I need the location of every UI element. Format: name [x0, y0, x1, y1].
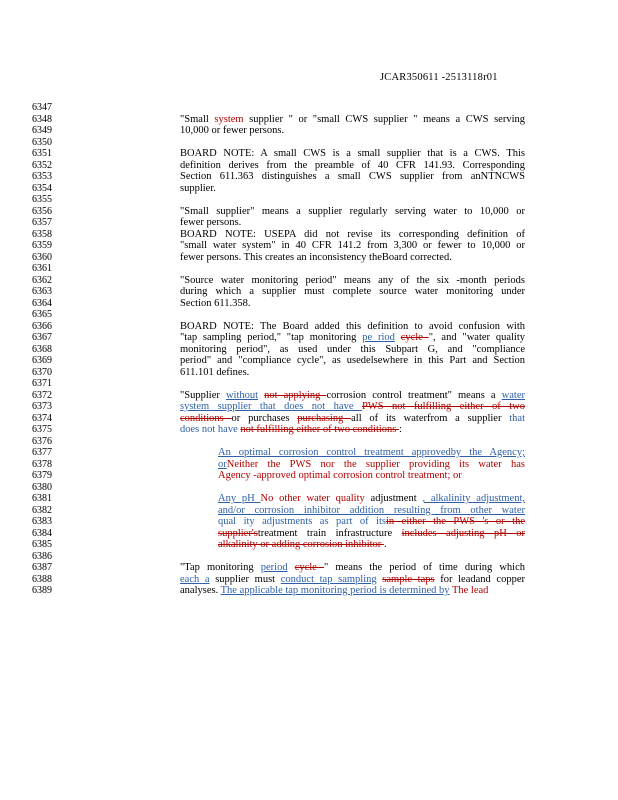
line-number: 6362 [32, 274, 52, 286]
line-number: 6355 [32, 194, 52, 205]
line-number: 6357 [32, 217, 52, 228]
text-line [180, 528, 525, 540]
line-number: 6375 [32, 424, 52, 435]
line-number: 6380 [32, 481, 52, 493]
line-number: 6368 [32, 343, 52, 355]
inserted-text: water [501, 389, 525, 401]
text-line [180, 401, 525, 413]
text-run: "small water system" in 40 CFR 141.2 from 3,300 or fewer to 10,000 or [180, 240, 525, 251]
line-number: 6377 [32, 447, 52, 458]
line-number: 6352 [32, 159, 52, 171]
text-run: for leadand copper [434, 573, 525, 585]
text-run: does not have [180, 424, 241, 435]
text-run: ", and "water quality [428, 332, 525, 343]
text-run: No other water quality [260, 493, 365, 504]
line-number: 6382 [32, 504, 52, 516]
text-run: . [383, 539, 387, 550]
line-number: 6387 [32, 562, 52, 573]
inserted-text: system supplier that does not have [180, 401, 362, 412]
line-number: 6353 [32, 171, 52, 182]
text-line [180, 332, 525, 344]
deleted-text: not applying [264, 389, 327, 401]
text-run [288, 562, 295, 573]
text-run: Agency -approved optimal corrosion control treatment; or [218, 470, 462, 481]
text-line [180, 470, 525, 482]
text-run: BOARD NOTE: A small CWS is a small supplier that is a CWS. This [180, 148, 525, 159]
deleted-text: sample taps [382, 573, 435, 585]
text-run: corrosion control treatment" means a [326, 389, 502, 401]
text-run: "Small supplier" means a supplier regularly serving water to 10,000 or [180, 205, 525, 217]
line-number: 6378 [32, 458, 52, 470]
blank-line [180, 378, 525, 390]
deleted-text: includes adjusting pH or [401, 527, 525, 539]
line-number: 6348 [32, 113, 52, 125]
line-number: 6366 [32, 320, 52, 332]
text-run: "tap sampling period," "tap monitoring [180, 332, 363, 343]
line-number: 6383 [32, 516, 52, 527]
inserted-text: each a [180, 573, 210, 585]
blank-line [180, 482, 525, 494]
line-number: 6369 [32, 355, 52, 366]
deleted-text: alkalinity or adding corrosion inhibitor [218, 539, 384, 550]
blank-line [180, 137, 525, 149]
text-run: definition derives from the preamble of 40 CFR 141.93. Corresponding [180, 159, 525, 171]
inserted-text: conduct tap sampling [280, 573, 377, 585]
line-number: 6364 [32, 297, 52, 309]
deleted-text: supplier's [218, 527, 258, 539]
text-line [180, 229, 525, 241]
text-run: monitoring period", as used under this Subpart G, and "compliance [180, 343, 525, 355]
text-run: Section 611.363 distinguishes a small CWS supplier from anNTNCWS [180, 171, 525, 182]
line-number: 6349 [32, 125, 52, 136]
text-run: BOARD NOTE: USEPA did not revise its corresponding definition of [180, 228, 525, 240]
text-run: The lead [449, 585, 489, 596]
text-line [180, 424, 525, 436]
line-number: 6389 [32, 585, 52, 596]
line-number: 6358 [32, 228, 52, 240]
text-run: "Supplier [180, 389, 226, 401]
blank-line [180, 436, 525, 448]
text-line [180, 148, 525, 160]
text-line [180, 286, 525, 298]
text-line [180, 367, 525, 379]
inserted-text: The applicable tap monitoring period is determined by [220, 585, 450, 596]
text-run: Neither the PWS nor the supplier providing its water has [226, 458, 525, 470]
line-number: 6351 [32, 148, 52, 159]
line-number: 6384 [32, 527, 52, 539]
text-line [180, 562, 525, 574]
line-number: 6363 [32, 286, 52, 297]
blank-line [180, 194, 525, 206]
document-id-header: JCAR350611 -2513118r01 [380, 72, 498, 83]
line-number: 6347 [32, 102, 52, 113]
deleted-text: cycle [400, 332, 429, 343]
text-run: supplier must [209, 573, 281, 585]
text-run: 10,000 or fewer persons. [180, 125, 285, 136]
line-number: 6379 [32, 470, 52, 481]
line-number: 6356 [32, 205, 52, 217]
line-number: 6373 [32, 401, 52, 412]
line-number: 6371 [32, 378, 52, 389]
blank-line [180, 102, 525, 114]
text-line [180, 355, 525, 367]
line-number-column [32, 102, 72, 597]
text-run: supplier. [180, 182, 216, 194]
deleted-text: not fulfilling either of two conditions [240, 424, 400, 435]
text-run: treatment train infrastructure [257, 527, 402, 539]
blank-line [180, 263, 525, 275]
line-number: 6359 [32, 240, 52, 251]
deleted-text: cycle [294, 562, 324, 573]
line-number: 6361 [32, 263, 52, 274]
text-line [180, 447, 525, 459]
text-run: period" and "compliance cycle", as usedelsewhere in this Part and Section [180, 355, 525, 366]
text-line [180, 275, 525, 287]
text-run: "Source water monitoring period" means any of the six -month periods [180, 274, 525, 286]
text-line [180, 206, 525, 218]
text-run: fewer persons. [180, 217, 242, 228]
text-run: Section 611.358. [180, 297, 251, 309]
line-number: 6367 [32, 332, 52, 343]
inserted-text: period [260, 562, 288, 573]
text-line [180, 390, 525, 402]
document-body [180, 102, 525, 597]
text-line [180, 505, 525, 517]
inserted-text: , alkalinity adjustment, [422, 493, 525, 504]
text-line [180, 321, 525, 333]
text-run: BOARD NOTE: The Board added this definition to avoid confusion with [180, 320, 525, 332]
text-run: supplier " or "small CWS supplier " means a CWS serving [243, 113, 525, 125]
text-run: qual ity adjustments as part of its [218, 516, 387, 527]
text-line [180, 125, 525, 137]
inserted-text: An optimal corrosion control treatment approvedby the Agency; [218, 447, 525, 458]
text-line [180, 344, 525, 356]
line-number: 6372 [32, 389, 52, 401]
text-run: adjustment [364, 493, 423, 504]
text-run: 611.101 defines. [180, 366, 250, 378]
deleted-text: in either the PWS 's or the [386, 516, 525, 527]
text-line [180, 539, 525, 551]
text-run: "Small [180, 113, 215, 125]
deleted-text: purchasing [297, 412, 352, 424]
line-number: 6386 [32, 550, 52, 562]
line-number: 6385 [32, 539, 52, 550]
text-run: system [214, 113, 244, 125]
text-line [180, 217, 525, 229]
text-run: during which a supplier must complete source water monitoring under [180, 286, 525, 297]
line-number: 6388 [32, 573, 52, 585]
text-run: "Tap monitoring [180, 562, 261, 573]
inserted-text: or [218, 458, 227, 470]
deleted-text: PWS not fulfilling either of two [361, 401, 525, 412]
text-run: all of its waterfrom a supplier [351, 412, 510, 424]
text-run: that [509, 412, 525, 424]
line-number: 6365 [32, 309, 52, 320]
text-run: : [399, 424, 402, 435]
blank-line [180, 309, 525, 321]
line-number: 6360 [32, 251, 52, 263]
text-line [180, 574, 525, 586]
text-line [180, 252, 525, 264]
deleted-text: conditions [180, 412, 232, 424]
inserted-text: pe riod [362, 332, 395, 343]
text-line [180, 114, 525, 126]
text-line [180, 160, 525, 172]
text-line [180, 585, 525, 597]
line-number: 6381 [32, 493, 52, 504]
text-run: analyses. [180, 585, 221, 596]
text-line [180, 183, 525, 195]
text-line [180, 171, 525, 183]
inserted-text: Any pH [218, 493, 261, 504]
line-number: 6374 [32, 412, 52, 424]
blank-line [180, 551, 525, 563]
text-run: fewer persons. This creates an inconsistency theBoard corrected. [180, 251, 452, 263]
text-run: or purchases [231, 412, 298, 424]
line-number: 6350 [32, 136, 52, 148]
text-line [180, 493, 525, 505]
text-line [180, 298, 525, 310]
text-run: " means the period of time during which [323, 562, 525, 573]
line-number: 6376 [32, 435, 52, 447]
inserted-text: and/or corrosion inhibitor addition resulting from other water [218, 504, 525, 516]
text-line [180, 516, 525, 528]
inserted-text: without [225, 389, 259, 401]
line-number: 6354 [32, 182, 52, 194]
text-line [180, 240, 525, 252]
line-number: 6370 [32, 366, 52, 378]
text-line [180, 413, 525, 425]
text-line [180, 459, 525, 471]
